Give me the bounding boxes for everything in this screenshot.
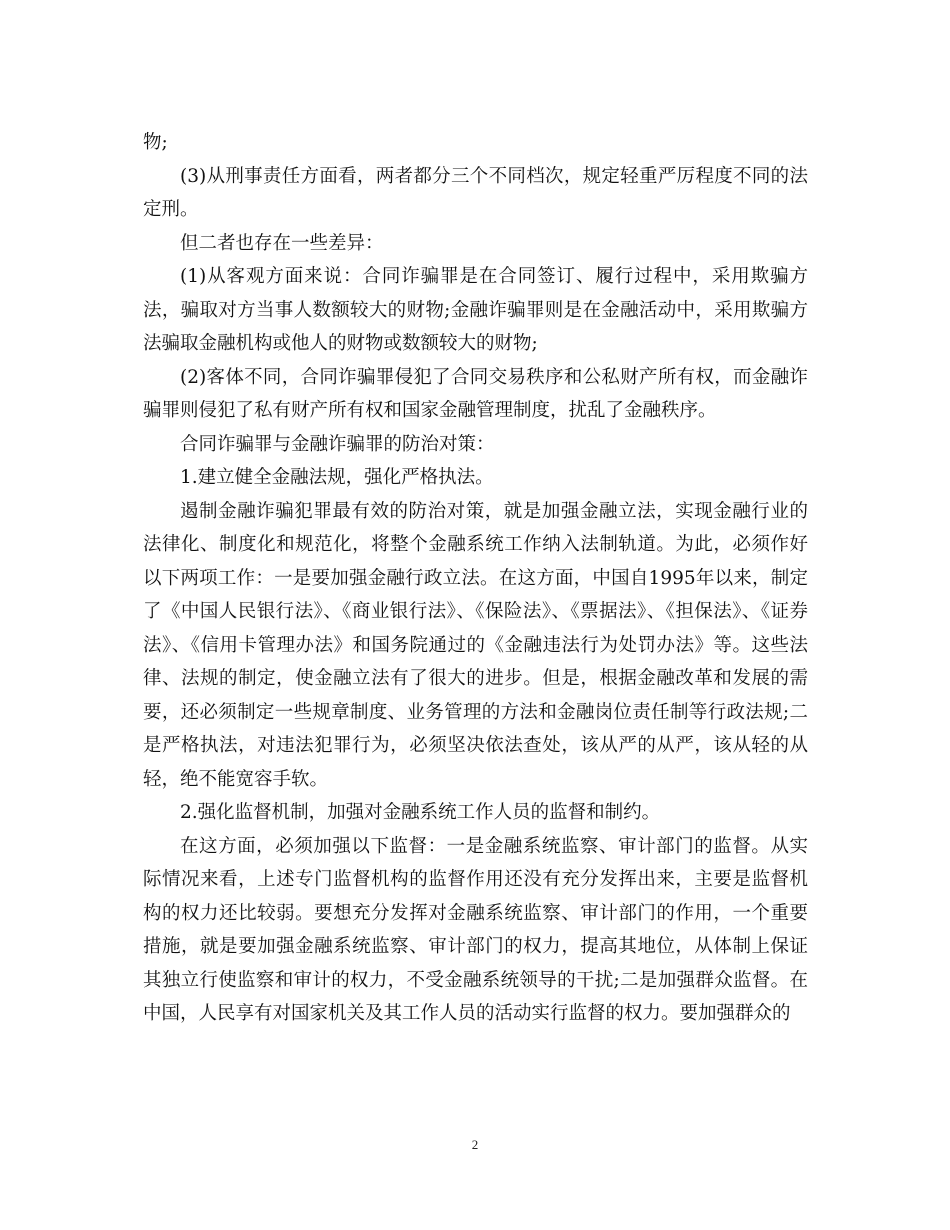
paragraph-9: 2.强化监督机制，加强对金融系统工作人员的监督和制约。 [180, 802, 661, 823]
body-text [143, 126, 808, 1031]
paragraph-3: 但二者也存在一些差异： [180, 232, 384, 254]
paragraph-2: (3)从刑事责任方面看，两者都分三个不同档次，规定轻重严厉程度不同的法定刑。 [143, 165, 808, 220]
paragraph-7: 1.建立健全金融法规，强化严格执法。 [180, 467, 494, 488]
paragraph-8: 遏制金融诈骗犯罪最有效的防治对策，就是加强金融立法，实现金融行业的法律化、制度化和规范化，将整个金融系统工作纳入法制轨道。为此，必须作好以下两项工作：一是要加强金融行政立法。在这方面，中国自1995年以来，制定了《中国人民银行法》、《商业银行法》、《保险法》、《票据法》、《担保法》、《证券法》、《信用卡管理办法》和国务院通过的《金融违法行为处罚办法》等。这些法律、法规的制定，使金融立法有了很大的进步。但是，根据金融改革和发展的需要，还必须制定一些规章制度、业务管理的方法和金融岗位责任制等行政法规;二是严格执法，对违法犯罪行为，必须坚决依法查处，该从严的从严，该从轻的从轻，绝不能宽容手软。 [143, 500, 808, 790]
paragraph-5: (2)客体不同，合同诈骗罪侵犯了合同交易秩序和公私财产所有权，而金融诈骗罪则侵犯了私有财产所有权和国家金融管理制度，扰乱了金融秩序。 [143, 366, 808, 421]
paragraph-4: (1)从客观方面来说：合同诈骗罪是在合同签订、履行过程中，采用欺骗方法，骗取对方当事人数额较大的财物;金融诈骗罪则是在金融活动中，采用欺骗方法骗取金融机构或他人的财物或数额较大的财物; [143, 266, 808, 354]
paragraph-10: 在这方面，必须加强以下监督：一是金融系统监察、审计部门的监督。从实际情况来看，上述专门监督机构的监督作用还没有充分发挥出来，主要是监督机构的权力还比较弱。要想充分发挥对金融系统监察、审计部门的作用，一个重要措施，就是要加强金融系统监察、审计部门的权力，提高其地位，从体制上保证其独立行使监察和审计的权力，不受金融系统领导的干扰;二是加强群众监督。在中国，人民享有对国家机关及其工作人员的活动实行监督的权力。要加强群众的 [143, 835, 808, 1024]
paragraph-6: 合同诈骗罪与金融诈骗罪的防治对策： [180, 433, 495, 455]
page-number: 2 [471, 1137, 479, 1152]
paragraph-1: 物; [143, 132, 168, 153]
